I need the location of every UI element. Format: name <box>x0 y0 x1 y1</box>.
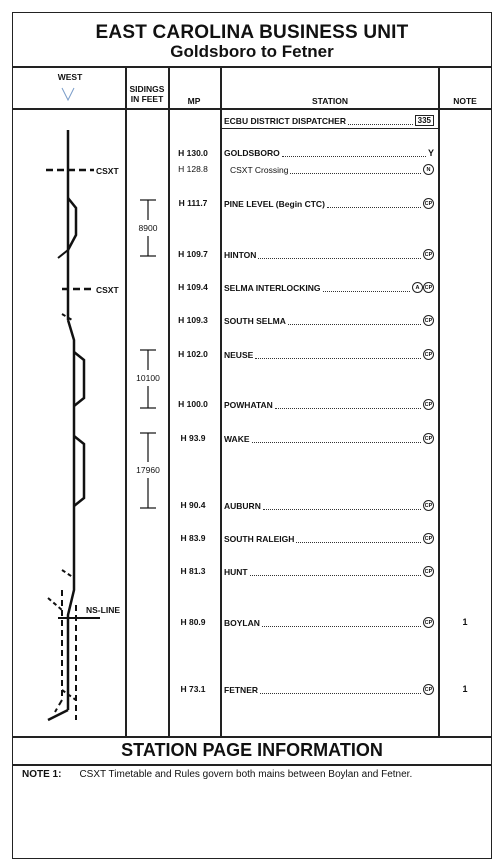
station-name: WAKE <box>224 433 250 444</box>
mp-south-raleigh: H 83.9 <box>180 533 206 543</box>
cp-icon: CP <box>423 198 434 209</box>
siding-length-3: 17960 <box>136 465 160 475</box>
station-name: CSXT Crossing <box>230 164 289 175</box>
mp-powhatan: H 100.0 <box>178 399 208 409</box>
n-mark-icon: N <box>423 164 434 175</box>
station-name: SOUTH RALEIGH <box>224 533 295 544</box>
mp-csxt-crossing: H 128.8 <box>178 164 208 174</box>
cp-icon: CP <box>423 617 434 628</box>
mp-selma: H 109.4 <box>178 282 208 292</box>
page-title: EAST CAROLINA BUSINESS UNIT <box>95 22 409 43</box>
mp-south-selma: H 109.3 <box>178 315 208 325</box>
siding-length-1: 8900 <box>138 223 158 233</box>
siding-length-2: 10100 <box>136 373 160 383</box>
cp-icon: CP <box>423 315 434 326</box>
cp-icon: CP <box>423 566 434 577</box>
track-label-csxt-2: CSXT <box>96 285 119 295</box>
cp-icon: CP <box>423 399 434 410</box>
header-west: WEST <box>57 72 83 82</box>
cp-icon: CP <box>423 684 434 695</box>
note-1 <box>22 769 412 780</box>
mp-hunt: H 81.3 <box>180 566 206 576</box>
station-name: HUNT <box>224 566 248 577</box>
mp-fetner: H 73.1 <box>180 684 206 694</box>
header-mp: MP <box>187 96 201 106</box>
note-ref-boylan: 1 <box>462 617 468 627</box>
mp-boylan: H 80.9 <box>180 617 206 627</box>
cp-icon: CP <box>423 500 434 511</box>
header-station: STATION <box>311 96 349 106</box>
mp-hinton: H 109.7 <box>178 249 208 259</box>
station-name: BOYLAN <box>224 617 260 628</box>
track-label-ns-line: NS-LINE <box>86 605 120 615</box>
cp-icon: CP <box>423 533 434 544</box>
note-1-text: CSXT Timetable and Rules govern both mains between Boylan and Fetner. <box>79 769 413 780</box>
header-note: NOTE <box>453 96 477 106</box>
station-code: Y <box>427 148 434 158</box>
a-mark-icon: A <box>412 282 423 293</box>
station-name: GOLDSBORO <box>224 148 280 158</box>
station-name: FETNER <box>224 684 258 695</box>
station-name: HINTON <box>224 249 257 260</box>
station-name: NEUSE <box>224 349 254 360</box>
page-subtitle: Goldsboro to Fetner <box>170 42 334 61</box>
cp-icon: CP <box>423 282 434 293</box>
cp-icon: CP <box>423 349 434 360</box>
dispatcher-code: 335 <box>415 115 434 126</box>
mp-neuse: H 102.0 <box>178 349 208 359</box>
mp-auburn: H 90.4 <box>180 500 206 510</box>
track-label-csxt-1: CSXT <box>96 166 119 176</box>
station-name: AUBURN <box>224 500 261 511</box>
station-name: POWHATAN <box>224 399 273 410</box>
station-name: PINE LEVEL (Begin CTC) <box>224 198 325 209</box>
note-1-label: NOTE 1: <box>22 769 62 780</box>
info-section-title: STATION PAGE INFORMATION <box>121 740 383 760</box>
note-ref-fetner: 1 <box>462 684 468 694</box>
west-arrow-icon <box>62 88 74 100</box>
station-name: SOUTH SELMA <box>224 315 286 326</box>
mp-pine-level: H 111.7 <box>178 198 208 208</box>
cp-icon: CP <box>423 249 434 260</box>
cp-icon: CP <box>423 433 434 444</box>
header-sidings: SIDINGS IN FEET <box>129 84 165 104</box>
station-name: SELMA INTERLOCKING <box>224 282 321 293</box>
mp-wake: H 93.9 <box>180 433 206 443</box>
mp-goldsboro: H 130.0 <box>178 148 208 158</box>
dispatcher-label: ECBU DISTRICT DISPATCHER <box>224 115 346 126</box>
